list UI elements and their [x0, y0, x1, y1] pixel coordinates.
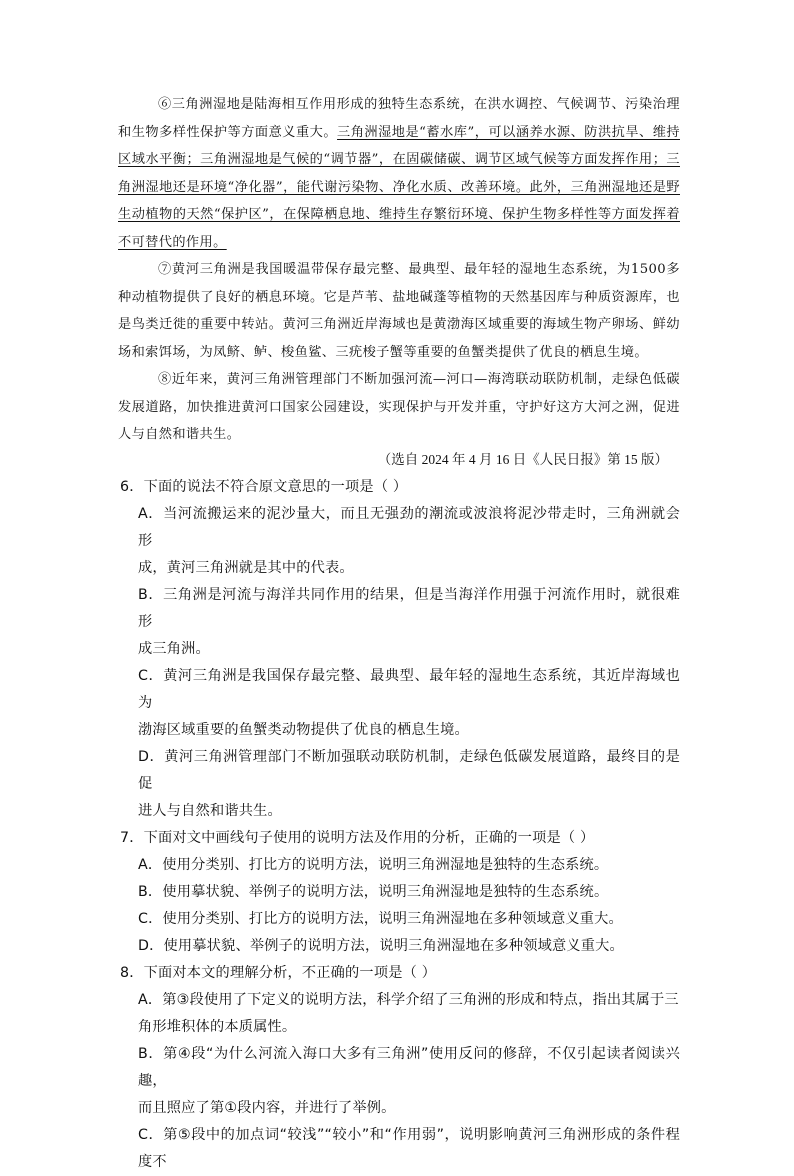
option-d[interactable]	[120, 744, 680, 825]
source-citation: （选自 2024 年 4 月 16 日《人民日报》第 15 版）	[377, 452, 668, 467]
option-text: A．当河流搬运来的泥沙量大，而且无强劲的潮流或波浪将泥沙带走时，三角洲就会形	[138, 506, 680, 549]
paragraph-6	[118, 91, 680, 256]
question-6	[120, 474, 680, 825]
underlined-sentences: 三角洲湿地是“蓄水库”，可以涵养水源、防洪抗旱、维持区域水平衡；三角洲湿地是气候的“调节器”，在固碳储碳、调节区域气候等方面发挥作用；三角洲湿地还是环境“净化器”，能代谢污染物、净化水质、改善环境。此外，三角洲湿地还是野生动植物的天然“保护区”，在保障栖息地、维持生存繁衍环境、保护生物多样性等方面发挥着不可替代的作用。	[118, 124, 680, 250]
option-c[interactable]: C．第⑤段中的加点词“较浅”“较小”和“作用弱”，说明影响黄河三角洲形成的条件程度不	[138, 1127, 680, 1170]
paragraph-8: ⑧近年来，黄河三角洲管理部门不断加强河流—河口—海湾联动联防机制，走绿色低碳发展道路，加快推进黄河口国家公园建设，实现保护与开发并重，守护好这方大河之洲，促进人与自然和谐共生。	[118, 372, 680, 442]
question-stem: 8．下面对本文的理解分析，不正确的一项是（ ）	[120, 965, 437, 981]
question-list	[120, 474, 680, 1176]
question-stem: 7．下面对文中画线句子使用的说明方法及作用的分析，正确的一项是（ ）	[120, 830, 595, 846]
option-text-cont: 成三角洲。	[138, 641, 210, 657]
option-text-cont: 角形堆积体的本质属性。	[138, 1019, 297, 1035]
option-text-cont: 渤海区域重要的鱼蟹类动物提供了优良的栖息生境。	[138, 722, 469, 738]
option-c[interactable]	[120, 663, 680, 744]
question-8	[120, 960, 680, 1176]
option-b[interactable]: B．使用摹状貌、举例子的说明方法，说明三角洲湿地是独特的生态系统。	[138, 884, 609, 900]
option-d[interactable]: D．使用摹状貌、举例子的说明方法，说明三角洲湿地在多种领域意义重大。	[138, 938, 624, 954]
paragraph-6-intro: ⑥三角洲湿地是陆海相互作用形成的独特生态系统，在洪水调控、气候调节、污染治理和生物多样性保护等方面意义重大。	[118, 97, 680, 140]
option-text-cont: 成，黄河三角洲就是其中的代表。	[138, 560, 354, 576]
option-text: A．第③段使用了下定义的说明方法，科学介绍了三角洲的形成和特点，指出其属于三	[138, 992, 679, 1008]
option-text: C．黄河三角洲是我国保存最完整、最典型、最年轻的湿地生态系统，其近岸海域也为	[138, 668, 680, 711]
option-text-cont: 而且照应了第①段内容，并进行了举例。	[138, 1100, 396, 1116]
option-b[interactable]	[120, 1041, 680, 1122]
reading-passage	[118, 91, 680, 449]
option-a[interactable]	[120, 501, 680, 582]
option-a[interactable]: A．使用分类别、打比方的说明方法，说明三角洲湿地是独特的生态系统。	[138, 857, 609, 873]
question-7	[120, 825, 680, 960]
option-text: B．三角洲是河流与海洋共同作用的结果，但是当海洋作用强于河流作用时，就很难形	[138, 587, 680, 630]
option-text-cont: 进人与自然和谐共生。	[138, 803, 282, 819]
paragraph-7: ⑦黄河三角洲是我国暖温带保存最完整、最典型、最年轻的湿地生态系统，为1500多种动植物提供了良好的栖息环境。它是芦苇、盐地碱蓬等植物的天然基因库与种质资源库，也是鸟类迁徙的重要中转站。黄河三角洲近岸海域也是黄渤海区域重要的海域生物产卵场、鲜幼场和索饵场，为凤鲚、鲈、梭鱼鲨、三疣梭子蟹等重要的鱼蟹类提供了优良的栖息生境。	[118, 262, 680, 360]
option-text: D．黄河三角洲管理部门不断加强联动联防机制，走绿色低碳发展道路，最终目的是促	[138, 749, 680, 792]
option-a[interactable]	[120, 987, 680, 1041]
option-c[interactable]: C．使用分类别、打比方的说明方法，说明三角洲湿地在多种领域意义重大。	[138, 911, 623, 927]
option-b[interactable]	[120, 582, 680, 663]
option-text: B．第④段“为什么河流入海口大多有三角洲”使用反问的修辞，不仅引起读者阅读兴趣，	[138, 1046, 680, 1089]
question-stem: 6．下面的说法不符合原文意思的一项是（ ）	[120, 479, 408, 495]
